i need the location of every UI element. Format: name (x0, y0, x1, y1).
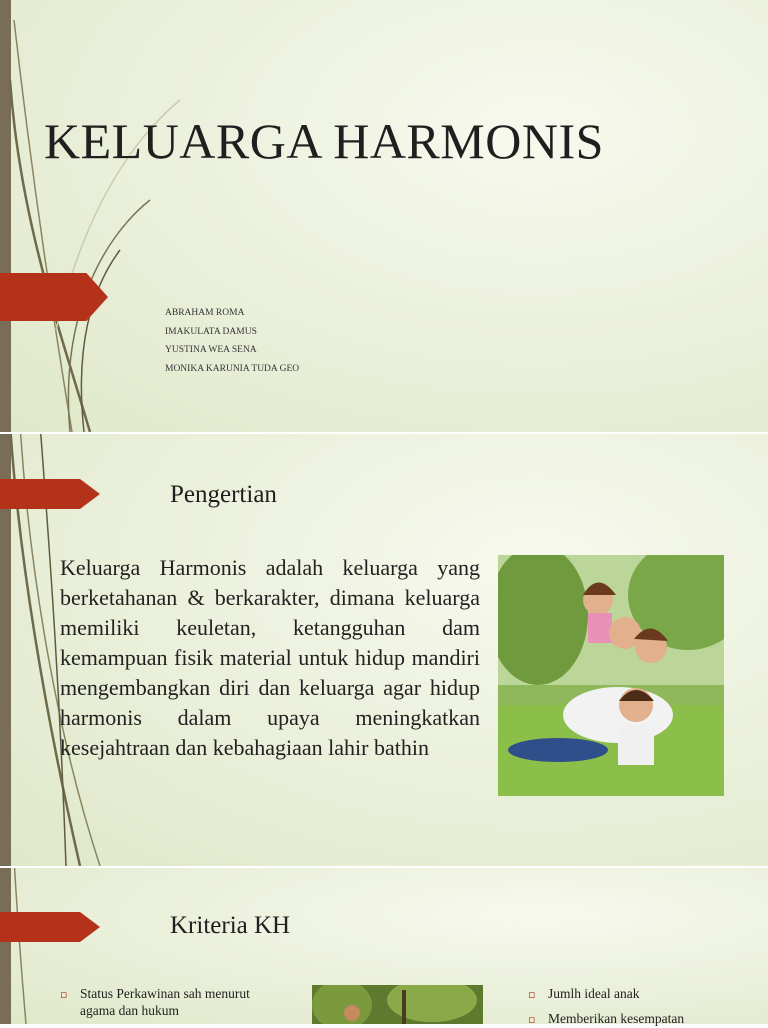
square-bullet-icon: ▫ (528, 1013, 536, 1026)
accent-arrow (0, 912, 100, 942)
presentation-title: KELUARGA HARMONIS (44, 113, 604, 169)
family-photo (498, 555, 724, 796)
author-list (165, 304, 299, 378)
author-name: ABRAHAM ROMA (165, 308, 245, 318)
slide-heading: Kriteria KH (170, 912, 291, 939)
author-name: MONIKA KARUNIA TUDA GEO (165, 363, 300, 374)
author-name: IMAKULATA DAMUS (165, 326, 257, 337)
square-bullet-icon: ▫ (528, 988, 536, 1001)
criteria-bullet: ▫ Jumlh ideal anak (528, 986, 640, 1001)
criteria-bullet: ▫ Memberikan kesempatan (528, 1011, 685, 1026)
accent-arrow (0, 479, 100, 509)
family-photo-2 (312, 985, 483, 1024)
definition-text: Keluarga Harmonis adalah keluarga yang berketahanan & berkarakter, dimana keluarga memiliki keuletan, ketangguhan dam kemampuan fisik material untuk hidup mandiri mengembangkan diri dan keluarga agar hidup harmonis dalam upaya meningkatkan kesejahtraan dan kebahagiaan lahir bathin (60, 555, 480, 760)
author-name: YUSTINA WEA SENA (165, 345, 257, 355)
title-slide (0, 0, 768, 432)
criteria-bullet: ▫ Status Perkawinan sah menurut agama dan hukum (60, 986, 250, 1018)
accent-arrow (0, 273, 108, 321)
square-bullet-icon: ▫ (60, 988, 68, 1001)
slide-heading: Pengertian (170, 481, 277, 508)
